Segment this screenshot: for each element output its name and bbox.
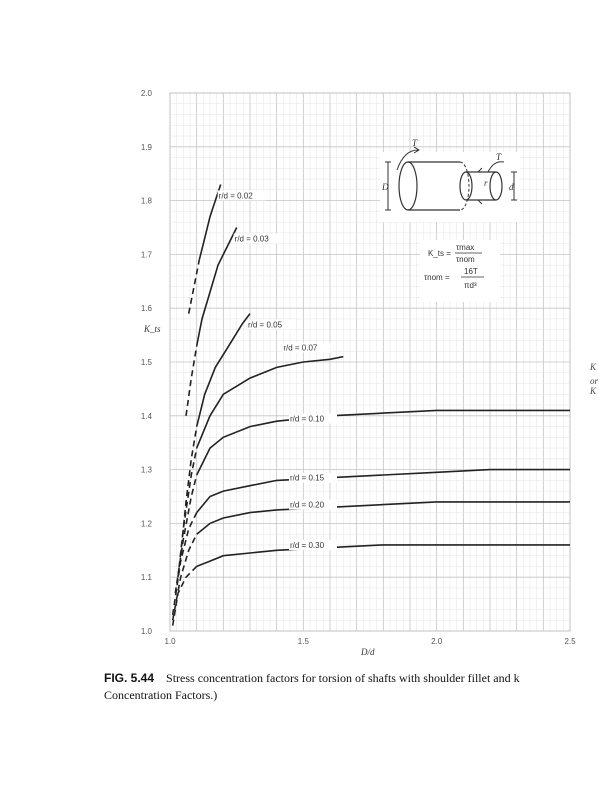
torque-label-left: T xyxy=(412,138,418,148)
figure-caption xyxy=(104,670,599,704)
curve-label: r/d = 0.20 xyxy=(290,500,325,510)
formula-tau-lhs: τnom = xyxy=(424,273,450,282)
torque-label-right: T xyxy=(496,152,502,162)
radius-label: r xyxy=(484,178,488,188)
x-tick-label: 2.5 xyxy=(564,637,576,646)
y-tick-label: 1.6 xyxy=(140,304,152,314)
figure-number: FIG. 5.44 xyxy=(104,671,155,685)
formulas xyxy=(420,240,500,302)
x-tick-label: 2.0 xyxy=(431,637,443,646)
y-tick-label: 1.4 xyxy=(140,411,152,421)
y-tick-label: 1.0 xyxy=(140,627,152,636)
curve-label: r/d = 0.02 xyxy=(218,191,253,201)
formula-kts-lhs: K_ts = xyxy=(428,249,451,258)
right-edge-text-2: or xyxy=(590,376,599,386)
x-tick-label: 1.0 xyxy=(164,637,176,646)
formula-kts-den: τnom xyxy=(456,255,475,264)
x-axis-label: D/d xyxy=(361,647,375,657)
formula-kts-num: τmax xyxy=(456,243,475,252)
curve-label: r/d = 0.05 xyxy=(248,320,283,330)
formula-tau-num: 16T xyxy=(464,267,478,276)
y-tick-label: 1.7 xyxy=(140,250,152,260)
curve-label: r/d = 0.10 xyxy=(290,414,325,424)
y-axis-label: K_ts xyxy=(144,324,161,334)
x-tick-label: 1.5 xyxy=(297,637,309,646)
formula-tau-den: πd³ xyxy=(464,281,477,290)
y-tick-label: 1.8 xyxy=(140,196,152,206)
y-tick-label: 1.3 xyxy=(140,465,152,475)
right-edge-text-1: K xyxy=(590,362,597,372)
y-tick-label: 2.0 xyxy=(140,89,152,98)
caption-line-2: Concentration Factors.) xyxy=(104,688,218,702)
curve-label: r/d = 0.30 xyxy=(290,540,325,550)
curve-label: r/d = 0.15 xyxy=(290,473,325,483)
y-tick-label: 1.5 xyxy=(140,358,152,367)
y-tick-label: 1.2 xyxy=(140,519,152,529)
curve-label: r/d = 0.07 xyxy=(283,343,318,353)
curve-label: r/d = 0.03 xyxy=(234,234,269,244)
dim-D-label: D xyxy=(382,182,389,192)
caption-line-1: Stress concentration factors for torsion of shafts with shoulder fillet and k xyxy=(166,671,520,685)
y-tick-label: 1.9 xyxy=(140,142,152,152)
y-tick-label: 1.1 xyxy=(140,573,152,583)
right-edge-text-3: K xyxy=(590,386,597,396)
dim-d-label: d xyxy=(509,182,514,192)
